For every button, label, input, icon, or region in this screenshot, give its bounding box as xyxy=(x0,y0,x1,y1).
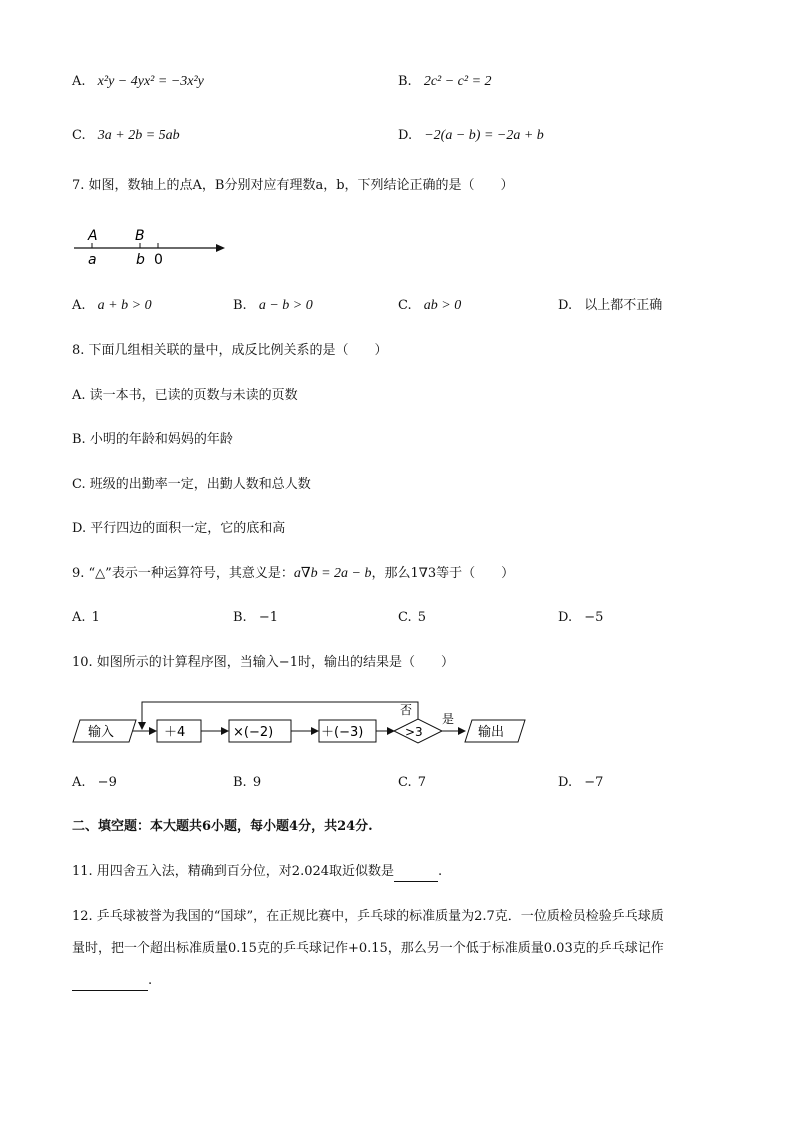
option-label: A. xyxy=(72,74,86,89)
no-label: 否 xyxy=(400,703,413,717)
option-label: A. xyxy=(72,610,86,625)
option-expr: x²y − 4yx² = −3x²y xyxy=(97,74,204,89)
option-label: B. xyxy=(233,775,247,790)
question-end: . xyxy=(438,864,443,879)
q8-option-d: D. 平行四边的面积一定，它的底和高 xyxy=(72,521,286,536)
option-expr: −1 xyxy=(258,610,278,625)
option-expr: −2(a − b) = −2a + b xyxy=(424,128,544,143)
q7-stem: 7. 如图，数轴上的点A，B分别对应有理数a，b，下列结论正确的是（ ） xyxy=(72,178,514,193)
q10-option-b xyxy=(233,774,261,792)
option-expr: a − b > 0 xyxy=(258,298,313,313)
option-label: D. xyxy=(558,775,573,790)
q7-option-d xyxy=(558,297,662,315)
step-times-label: ×(−2) xyxy=(233,725,274,740)
option-label: D. xyxy=(398,128,413,143)
answer-blank[interactable] xyxy=(72,972,148,991)
q7-option-c xyxy=(398,297,461,315)
option-label: A. xyxy=(72,775,86,790)
q10-option-a xyxy=(72,774,117,792)
arrow-head-icon xyxy=(216,244,225,252)
stem-text: ，那么1∇3等于（ ） xyxy=(371,566,515,581)
q9-stem xyxy=(72,565,514,583)
q12-line2: 量时，把一个超出标准质量0.15克的乒乓球记作+0.15，那么另一个低于标准质量0.03克的乒乓球记作 xyxy=(72,941,664,956)
option-expr: −7 xyxy=(584,775,604,790)
q6-option-a xyxy=(72,73,204,91)
point-b-label: B xyxy=(135,228,145,244)
q8-option-c: C. 班级的出勤率一定，出勤人数和总人数 xyxy=(72,477,311,492)
step-plus-neg3-label: ＋(−3) xyxy=(321,725,364,740)
option-label: B. xyxy=(233,298,247,313)
value-a-label: a xyxy=(88,252,97,268)
stem-formula: a∇b = 2a − b xyxy=(293,566,372,581)
section-heading: 二、填空题：本大题共6小题，每小题4分，共24分. xyxy=(72,819,373,834)
option-expr: a + b > 0 xyxy=(97,298,152,313)
q9-option-b xyxy=(233,609,278,627)
stem-text: 9. “△”表示一种运算符号，其意义是： xyxy=(72,566,294,581)
point-a-label: A xyxy=(88,228,98,244)
option-expr: 3a + 2b = 5ab xyxy=(97,128,180,143)
question-text: 11. 用四舍五入法，精确到百分位，对2.024取近似数是 xyxy=(72,864,395,879)
option-expr: −5 xyxy=(584,610,604,625)
option-expr: 以上都不正确 xyxy=(584,298,663,313)
answer-blank[interactable] xyxy=(394,863,438,882)
question-end: . xyxy=(148,973,153,988)
condition-label: >3 xyxy=(405,725,423,739)
option-label: A. xyxy=(72,298,86,313)
option-label: C. xyxy=(398,298,412,313)
zero-label: 0 xyxy=(154,252,163,268)
q11-question xyxy=(72,863,442,882)
q7-option-a xyxy=(72,297,152,315)
q8-stem: 8. 下面几组相关联的量中，成反比例关系的是（ ） xyxy=(72,343,388,358)
option-label: C. xyxy=(398,775,412,790)
q10-stem: 10. 如图所示的计算程序图，当输入−1时，输出的结果是（ ） xyxy=(72,655,454,670)
step-plus4-label: ＋4 xyxy=(164,725,186,740)
input-label: 输入 xyxy=(88,725,115,740)
option-expr: ab > 0 xyxy=(423,298,462,313)
output-label: 输出 xyxy=(478,725,505,740)
option-expr: 7 xyxy=(417,775,427,790)
q12-line1: 12. 乒乓球被誉为我国的“国球”，在正规比赛中，乒乓球的标准质量为2.7克．一位质检员检验乒乓球质 xyxy=(72,909,664,924)
option-label: B. xyxy=(398,74,412,89)
q9-option-a xyxy=(72,609,100,627)
q10-option-c xyxy=(398,774,426,792)
option-expr: 5 xyxy=(417,610,427,625)
q9-option-d xyxy=(558,609,603,627)
value-b-label: b xyxy=(136,252,145,268)
q7-option-b xyxy=(233,297,313,315)
q12-line3 xyxy=(72,972,152,991)
option-expr: 2c² − c² = 2 xyxy=(423,74,492,89)
q10-option-d xyxy=(558,774,603,792)
number-line-figure xyxy=(70,222,230,272)
option-label: D. xyxy=(558,610,573,625)
option-expr: 9 xyxy=(252,775,262,790)
yes-label: 是 xyxy=(442,712,455,726)
option-label: C. xyxy=(398,610,412,625)
q6-option-d xyxy=(398,127,544,145)
q6-option-b xyxy=(398,73,492,91)
option-label: B. xyxy=(233,610,247,625)
option-label: C. xyxy=(72,128,86,143)
flowchart-figure xyxy=(70,698,530,750)
q6-option-c xyxy=(72,127,180,145)
q8-option-a: A. 读一本书，已读的页数与未读的页数 xyxy=(72,388,298,403)
option-label: D. xyxy=(558,298,573,313)
q8-option-b: B. 小明的年龄和妈妈的年龄 xyxy=(72,432,233,447)
option-expr: 1 xyxy=(91,610,100,625)
q9-option-c xyxy=(398,609,426,627)
option-expr: −9 xyxy=(97,775,117,790)
